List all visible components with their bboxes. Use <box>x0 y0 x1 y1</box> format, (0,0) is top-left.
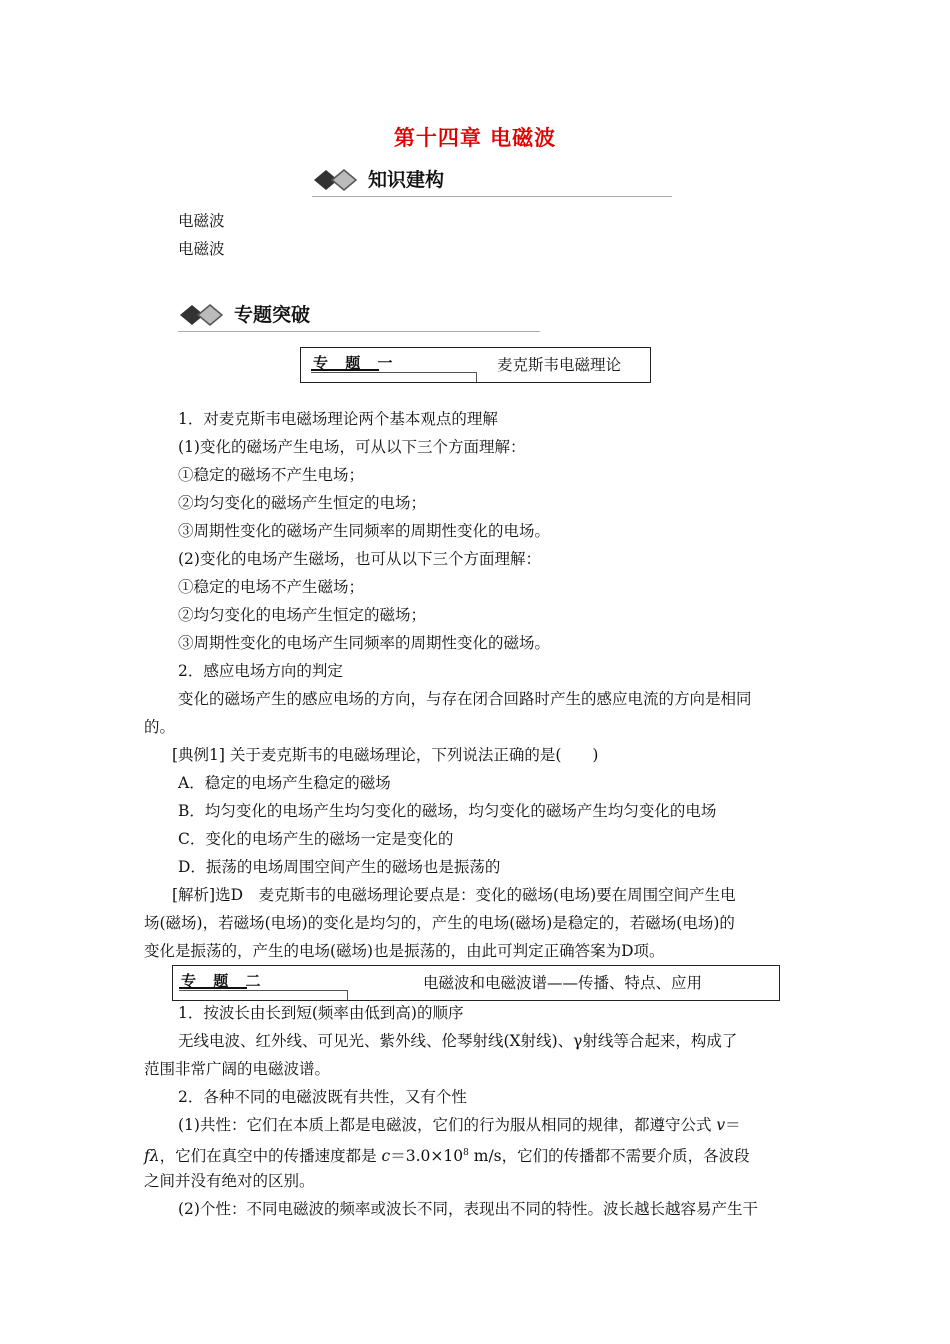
text-run: m/s，它们的传播都不需要介质，各波段 <box>468 1147 750 1165</box>
individuality-line: (2)个性：不同电磁波的频率或波长不同，表现出不同的特性。波长越长越容易产生干 <box>178 1200 758 1218</box>
symbol-lambda: λ <box>149 1147 160 1165</box>
text-run: (1)共性：它们在本质上都是电磁波，它们的行为服从相同的规律，都遵守公式 <box>178 1116 712 1134</box>
analysis-line: 变化是振荡的，产生的电场(磁场)也是振荡的，由此可判定正确答案为D项。 <box>144 942 665 960</box>
knowledge-line: 电磁波 <box>178 240 225 258</box>
body-line: 范围非常广阔的电磁波谱。 <box>144 1060 331 1078</box>
double-diamond-icon <box>312 167 360 193</box>
body-line: 的。 <box>144 718 176 736</box>
text-run: ，它们在真空中的传播速度都是 <box>159 1147 377 1165</box>
section-label: 专题突破 <box>234 304 311 326</box>
text-run: ＝ <box>725 1116 741 1134</box>
topic-box-2 <box>172 965 780 1001</box>
body-line: 无线电波、红外线、可见光、紫外线、伦琴射线(X射线)、γ射线等合起来，构成了 <box>178 1032 738 1050</box>
commonality-line <box>178 1111 741 1139</box>
body-line: (1)变化的磁场产生电场，可从以下三个方面理解： <box>178 438 526 456</box>
body-line: 1．按波长由长到短(频率由低到高)的顺序 <box>178 1004 464 1022</box>
symbol-c: c <box>381 1147 391 1165</box>
body-line: ②均匀变化的磁场产生恒定的电场； <box>178 494 427 512</box>
chapter-title: 第十四章 电磁波 <box>393 126 557 150</box>
knowledge-line: 电磁波 <box>178 212 225 230</box>
body-line: 2．各种不同的电磁波既有共性，又有个性 <box>178 1088 467 1106</box>
text-run: ＝3.0×10 <box>390 1147 464 1165</box>
option-c: C．变化的电场产生的磁场一定是变化的 <box>178 830 454 848</box>
analysis-line: [解析]选D 麦克斯韦的电磁场理论要点是：变化的磁场(电场)要在周围空间产生电 <box>172 886 736 904</box>
section-header-knowledge <box>312 163 672 197</box>
section-header-topics <box>178 298 540 332</box>
topic-title: 电磁波和电磁波谱——传播、特点、应用 <box>423 974 703 992</box>
topic-tag-rule <box>311 372 476 373</box>
option-b: B．均匀变化的电场产生均匀变化的磁场，均匀变化的磁场产生均匀变化的电场 <box>178 802 717 820</box>
commonality-line: 之间并没有绝对的区别。 <box>144 1172 315 1190</box>
section-label: 知识建构 <box>368 169 445 191</box>
body-line: 2．感应电场方向的判定 <box>178 662 343 680</box>
body-line: ②均匀变化的电场产生恒定的磁场； <box>178 606 427 624</box>
exponent: 8 <box>463 1148 469 1158</box>
body-line: ①稳定的磁场不产生电场； <box>178 466 365 484</box>
section-rule <box>312 196 672 197</box>
topic-tag: 专 题 二 <box>181 972 267 990</box>
body-line: ③周期性变化的磁场产生同频率的周期性变化的电场。 <box>178 522 551 540</box>
section-rule <box>178 331 540 332</box>
topic-tag-underline <box>311 369 379 371</box>
body-line: (2)变化的电场产生磁场，也可从以下三个方面理解： <box>178 550 541 568</box>
topic-tag-tick <box>476 372 477 382</box>
option-d: D．振荡的电场周围空间产生的磁场也是振荡的 <box>178 858 501 876</box>
example-question: [典例1] 关于麦克斯韦的电磁场理论，下列说法正确的是( ) <box>172 746 599 764</box>
double-diamond-icon <box>178 302 226 328</box>
analysis-line: 场(磁场)，若磁场(电场)的变化是均匀的，产生的电场(磁场)是稳定的，若磁场(电场)的 <box>144 914 735 932</box>
topic-tag: 专 题 一 <box>313 354 399 372</box>
topic-title: 麦克斯韦电磁理论 <box>497 356 622 374</box>
body-line: ③周期性变化的电场产生同频率的周期性变化的磁场。 <box>178 634 551 652</box>
symbol-v: v <box>716 1116 726 1134</box>
option-a: A．稳定的电场产生稳定的磁场 <box>178 774 391 792</box>
symbol-f: f <box>144 1147 150 1165</box>
commonality-line <box>144 1139 750 1170</box>
topic-tag-rule <box>179 990 347 991</box>
body-line: 变化的磁场产生的感应电场的方向，与存在闭合回路时产生的感应电流的方向是相同 <box>178 690 752 708</box>
body-line: ①稳定的电场不产生磁场； <box>178 578 365 596</box>
topic-tag-underline <box>179 987 247 989</box>
body-line: 1．对麦克斯韦电磁场理论两个基本观点的理解 <box>178 410 498 428</box>
topic-box-1 <box>300 347 651 383</box>
